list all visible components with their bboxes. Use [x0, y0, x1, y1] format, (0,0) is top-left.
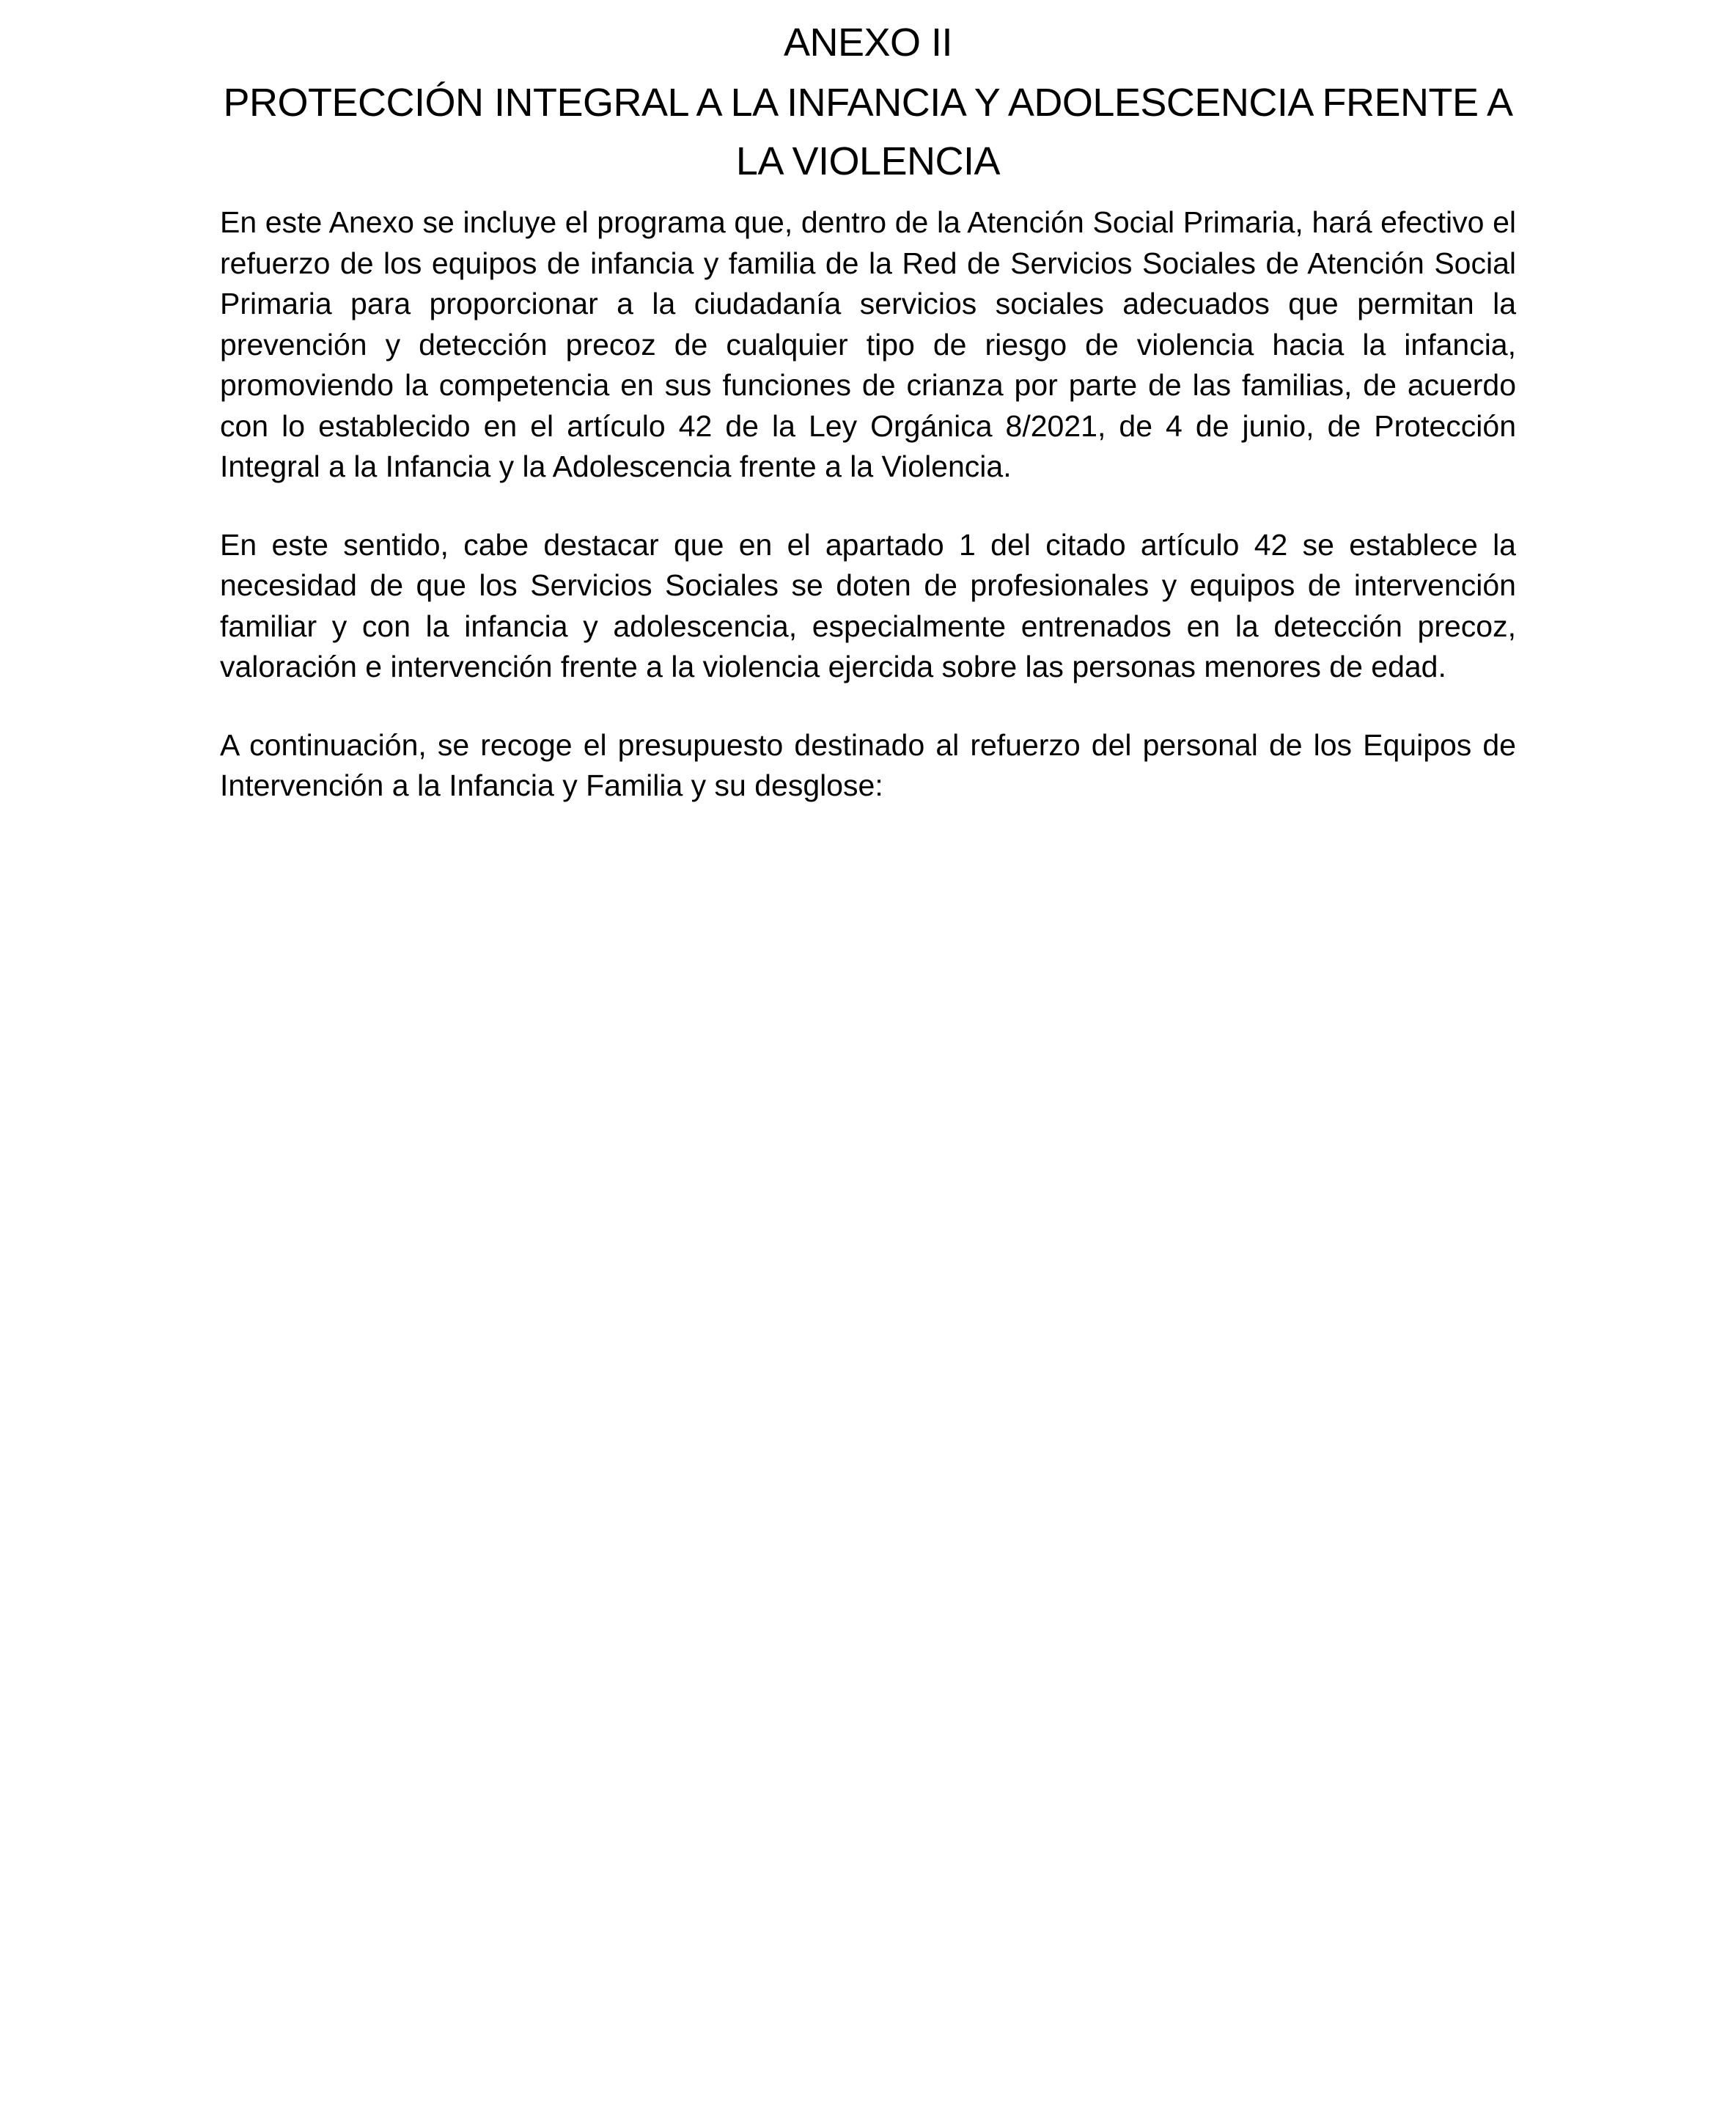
paragraph-introduction: En este Anexo se incluye el programa que, dentro de la Atención Social Primaria, hará efectivo el refuerzo de los equipos de infancia y familia de la Red de Servicios Sociales de Atención Social Primaria para proporcionar a la ciudadanía servicios sociales adecuados que permitan la prevención y detección precoz de cualquier tipo de riesgo de violencia hacia la infancia, promoviendo la competencia en sus funciones de crianza por parte de las familias, de acuerdo con lo establecido en el artículo 42 de la Ley Orgánica 8/2021, de 4 de junio, de Protección Integral a la Infancia y la Adolescencia frente a la Violencia. [220, 205, 1516, 483]
paragraph-article-42: En este sentido, cabe destacar que en el apartado 1 del citado artículo 42 se establece la necesidad de que los Servicios Sociales se doten de profesionales y equipos de intervención familiar y con la infancia y adolescencia, especialmente entrenados en la detección precoz, valoración e intervención frente a la violencia ejercida sobre las personas menores de edad. [220, 527, 1516, 683]
annex-number: ANEXO II [783, 21, 953, 65]
document-header [220, 13, 1516, 191]
document-title-line-2: LA VIOLENCIA [735, 139, 1001, 183]
document-title-line-1: PROTECCIÓN INTEGRAL A LA INFANCIA Y ADOLESCENCIA FRENTE A [223, 81, 1513, 125]
document-body [220, 202, 1516, 807]
paragraph-budget: A continuación, se recoge el presupuesto destinado al refuerzo del personal de los Equipos de Intervención a la Infancia y Familia y su desglose: [220, 727, 1516, 802]
